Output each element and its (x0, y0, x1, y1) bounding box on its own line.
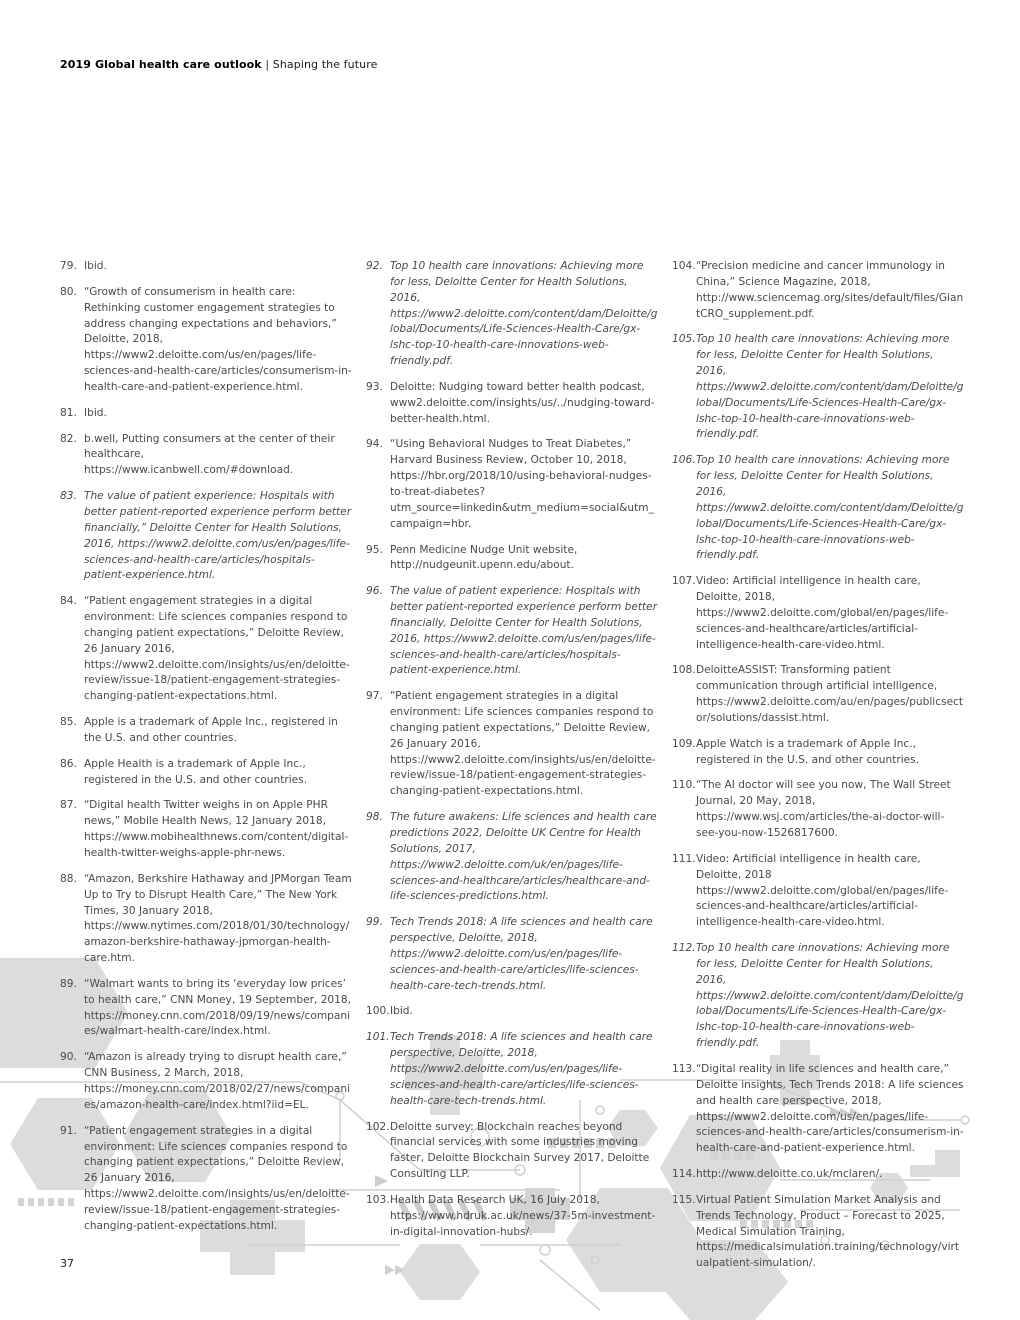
reference-item (60, 977, 352, 1040)
header-separator: | (265, 58, 270, 71)
page-header (60, 58, 377, 71)
reference-number: 109. (672, 737, 696, 750)
reference-text: “Precision medicine and cancer immunology in China,” Science Magazine, 2018, http://www.sciencemag.org/sites/default/files/GiantCRO_supplement.pdf. (696, 260, 964, 320)
reference-text: Apple Watch is a trademark of Apple Inc., registered in the U.S. and other countries. (696, 737, 920, 766)
reference-number: 91. (60, 1124, 77, 1137)
reference-item (672, 941, 964, 1052)
reference-text: Ibid. (390, 1005, 413, 1018)
reference-text: Ibid. (84, 406, 107, 419)
reference-item (60, 594, 352, 705)
reference-item (60, 432, 352, 480)
reference-item (366, 543, 658, 575)
reference-text: Deloitte: Nudging toward better health podcast, www2.deloitte.com/insights/us/../nudging-toward-better-health.html. (390, 380, 655, 425)
reference-text: “Walmart wants to bring its ‘everyday low prices’ to health care,” CNN Money, 19 September, 2018, https://money.cnn.com/2018/09/19/news/companies/walmart-health-care/index.html. (84, 977, 352, 1038)
reference-item (366, 380, 658, 428)
reference-number: 103. (366, 1193, 390, 1206)
reference-number: 102. (366, 1120, 390, 1133)
reference-number: 95. (366, 543, 383, 556)
reference-item (60, 285, 352, 396)
reference-item (366, 1030, 658, 1109)
reference-number: 87. (60, 799, 77, 812)
reference-text: The value of patient experience: Hospitals with better patient-reported experience perform better financially,” Deloitte Center for Health Solutions, 2016, https://www2.deloitte.com/us/en/pages/life-sciences-and-health-care/articles/hospitals-patient-experience.html. (84, 490, 352, 582)
reference-number: 104. (672, 260, 696, 272)
reference-text: Apple is a trademark of Apple Inc., registered in the U.S. and other countries. (84, 716, 338, 744)
reference-text: “Using Behavioral Nudges to Treat Diabetes,” Harvard Business Review, October 10, 2018, https://hbr.org/2018/10/using-behavioral-nudges-to-treat-diabetes?utm_source=linkedin&utm_medium=social&utm_campaign=hbr. (390, 438, 654, 530)
reference-number: 113. (672, 1062, 696, 1075)
reference-text: “Digital reality in life sciences and health care,” Deloitte insights, Tech Trends 2018: A life sciences and health care perspective, 2018, https://www2.deloitte.com/us/en/pages/life-sciences-and-health-care/articles/consumerism-in-health-care-and-patient-experience.html. (696, 1062, 964, 1155)
reference-number: 99. (366, 916, 383, 929)
reference-number: 96. (366, 585, 383, 598)
reference-number: 93. (366, 380, 383, 393)
reference-number: 81. (60, 406, 77, 419)
reference-text: Video: Artificial intelligence in health care, Deloitte, 2018 https://www2.deloitte.com/global/en/pages/life-sciences-and-healthcare/articles/artificial-intelligence-health-care-video.html. (696, 852, 949, 929)
reference-item (366, 1120, 658, 1183)
report-subtitle: Shaping the future (272, 58, 378, 71)
reference-item (672, 453, 964, 564)
reference-text: Health Data Research UK, 16 July 2018, https://www.hdruk.ac.uk/news/37-5m-investment-in-digital-innovation-hubs/. (390, 1193, 656, 1238)
reference-number: 107. (672, 575, 696, 588)
reference-text: Video: Artificial intelligence in health care, Deloitte, 2018, https://www2.deloitte.com/global/en/pages/life-sciences-and-healthcare/articles/artificial-intelligence-health-care-video.html. (696, 575, 949, 651)
reference-text: Tech Trends 2018: A life sciences and health care perspective, Deloitte, 2018, https://www2.deloitte.com/us/en/pages/life-sciences-and-health-care/articles/life-sciences-health-care-tech-trends.html. (390, 916, 653, 992)
reference-item (672, 663, 964, 726)
reference-number: 98. (366, 811, 383, 824)
reference-item (60, 1124, 352, 1235)
reference-item (366, 689, 658, 800)
reference-item (366, 915, 658, 994)
reference-number: 108. (672, 664, 696, 677)
reference-item (366, 437, 658, 532)
reference-text: “Growth of consumerism in health care: Rethinking customer engagement strategies to address changing expectations and behaviors,” Deloitte, 2018, https://www2.deloitte.com/us/en/pages/life-sciences-and-health-care/articles/consumerism-in-health-care-and-patient-experience.html. (84, 285, 352, 393)
reference-item (60, 715, 352, 747)
reference-number: 114. (672, 1168, 696, 1181)
reference-item (672, 737, 964, 769)
reference-number: 115. (672, 1193, 696, 1206)
reference-text: “The AI doctor will see you now, The Wall Street Journal, 20 May, 2018, https://www.wsj.com/articles/the-ai-doctor-will-see-you-now-1526817600. (696, 779, 951, 839)
reference-number: 106. (672, 454, 696, 467)
reference-item (60, 406, 352, 422)
reference-item (60, 259, 352, 275)
reference-item (60, 798, 352, 861)
reference-number: 112. (672, 942, 696, 955)
reference-item (60, 757, 352, 789)
reference-item (60, 872, 352, 967)
reference-text: http://www.deloitte.co.uk/mclaren/. (696, 1168, 883, 1181)
reference-number: 89. (60, 977, 77, 990)
reference-number: 97. (366, 690, 383, 703)
reference-item (672, 852, 964, 931)
page-number: 37 (60, 1257, 74, 1270)
reference-text: “Amazon, Berkshire Hathaway and JPMorgan Team Up to Try to Disrupt Health Care,” The New York Times, 30 January 2018, https://www.nytimes.com/2018/01/30/technology/amazon-berkshire-hathaway-jpmorgan-health-care.htm. (84, 872, 352, 965)
reference-number: 111. (672, 852, 696, 865)
reference-text: Top 10 health care innovations: Achieving more for less, Deloitte Center for Health Solutions, 2016, https://www2.deloitte.com/content/dam/Deloitte/global/Documents/Life-Sciences-Health-Care/gx-lshc-top-10-health-care-innovations-web-friendly.pdf. (390, 260, 658, 368)
references-column-1 (60, 259, 352, 1245)
reference-text: “Patient engagement strategies in a digital environment: Life sciences companies respond to changing patient expectations,” Deloitte Review, 26 January 2016, https://www2.deloitte.com/insights/us/en/deloitte-review/issue-18/patient-engagement-strategies-changing-patient-expectations.html. (390, 690, 656, 798)
reference-item (60, 1050, 352, 1113)
reference-item (366, 810, 658, 905)
reference-text: Virtual Patient Simulation Market Analysis and Trends Technology, Product – Forecast to 2025, Medical Simulation Training, https://medicalsimulation.training/technology/virtualpatient-simulation/. (696, 1193, 960, 1270)
reference-text: “Patient engagement strategies in a digital environment: Life sciences companies respond to changing patient expectations,” Deloitte Review, 26 January 2016, https://www2.deloitte.com/insights/us/en/deloitte-review/issue-18/patient-engagement-strategies-changing-patient-expectations.html. (84, 595, 350, 703)
reference-item (672, 259, 964, 322)
reference-item (366, 1004, 658, 1020)
reference-number: 92. (366, 260, 383, 272)
reference-text: Top 10 health care innovations: Achieving more for less, Deloitte Center for Health Solutions, 2016, https://www2.deloitte.com/content/dam/Deloitte/global/Documents/Life-Sciences-Health-Care/gx-lshc-top-10-health-care-innovations-web-friendly.pdf. (696, 942, 964, 1050)
reference-text: The value of patient experience: Hospitals with better patient-reported experience perform better financially, Deloitte Center for Health Solutions, 2016, https://www2.deloitte.com/us/en/pages/life-sciences-and-health-care/articles/hospitals-patient-experience.html. (390, 585, 658, 677)
reference-number: 101. (366, 1031, 390, 1044)
reference-number: 82. (60, 432, 77, 445)
reference-text: Ibid. (84, 260, 107, 272)
reference-item (672, 1193, 964, 1272)
reference-text: b.well, Putting consumers at the center of their healthcare, https://www.icanbwell.com/#download. (84, 432, 335, 477)
reference-number: 80. (60, 285, 77, 298)
reference-item (672, 1062, 964, 1157)
reference-number: 85. (60, 716, 77, 729)
reference-text: Deloitte survey: Blockchain reaches beyond financial services with some industries moving faster, Deloitte Blockchain Survey 2017, Deloitte Consulting LLP. (390, 1120, 650, 1181)
reference-number: 110. (672, 779, 696, 792)
reference-text: Top 10 health care innovations: Achieving more for less, Deloitte Center for Health Solutions, 2016, https://www2.deloitte.com/content/dam/Deloitte/global/Documents/Life-Sciences-Health-Care/gx-lshc-top-10-health-care-innovations-web-friendly.pdf. (696, 333, 964, 441)
reference-text: “Amazon is already trying to disrupt health care,” CNN Business, 2 March, 2018, https://money.cnn.com/2018/02/27/news/companies/amazon-health-care/index.html?iid=EL. (84, 1051, 351, 1111)
reference-item (366, 1193, 658, 1241)
reference-number: 79. (60, 260, 77, 272)
references-column-2 (366, 259, 658, 1250)
reference-number: 94. (366, 438, 383, 451)
reference-item (672, 1167, 964, 1183)
reference-text: Top 10 health care innovations: Achieving more for less, Deloitte Center for Health Solutions, 2016, https://www2.deloitte.com/content/dam/Deloitte/global/Documents/Life-Sciences-Health-Care/gx-lshc-top-10-health-care-innovations-web-friendly.pdf. (696, 454, 964, 562)
reference-text: The future awakens: Life sciences and health care predictions 2022, Deloitte UK Centre for Health Solutions, 2017, https://www2.deloitte.com/uk/en/pages/life-sciences-and-healthcare/articles/healthcare-and-life-sciences-predictions.html. (390, 811, 657, 903)
reference-item (672, 332, 964, 443)
reference-number: 83. (60, 490, 77, 503)
reference-number: 100. (366, 1005, 390, 1018)
references-column-3 (672, 259, 964, 1282)
reference-item (672, 778, 964, 841)
reference-text: Penn Medicine Nudge Unit website, http://nudgeunit.upenn.edu/about. (390, 543, 578, 572)
reference-number: 86. (60, 757, 77, 770)
reference-text: DeloitteASSIST: Transforming patient communication through artificial intelligence, https://www2.deloitte.com/au/en/pages/publicsector/solutions/dassist.html. (696, 664, 964, 724)
reference-text: Apple Health is a trademark of Apple Inc., registered in the U.S. and other countries. (84, 757, 308, 786)
reference-number: 90. (60, 1051, 77, 1064)
reference-number: 84. (60, 595, 77, 608)
reference-text: “Patient engagement strategies in a digital environment: Life sciences companies respond to changing patient expectations,” Deloitte Review, 26 January 2016, https://www2.deloitte.com/insights/us/en/deloitte-review/issue-18/patient-engagement-strategies-changing-patient-expectations.html. (84, 1124, 350, 1232)
reference-item (366, 584, 658, 679)
reference-text: “Digital health Twitter weighs in on Apple PHR news,” Mobile Health News, 12 January 2018, https://www.mobihealthnews.com/content/digital-health-twitter-weighs-apple-phr-news. (84, 799, 349, 859)
reference-item (60, 489, 352, 584)
reference-number: 88. (60, 872, 77, 885)
reference-item (672, 574, 964, 653)
reference-number: 105. (672, 333, 696, 346)
reference-text: Tech Trends 2018: A life sciences and health care perspective, Deloitte, 2018, https://www2.deloitte.com/us/en/pages/life-sciences-and-health-care/articles/life-sciences-health-care-tech-trends.html. (390, 1031, 653, 1107)
report-title: 2019 Global health care outlook (60, 58, 262, 71)
reference-item (366, 259, 658, 370)
